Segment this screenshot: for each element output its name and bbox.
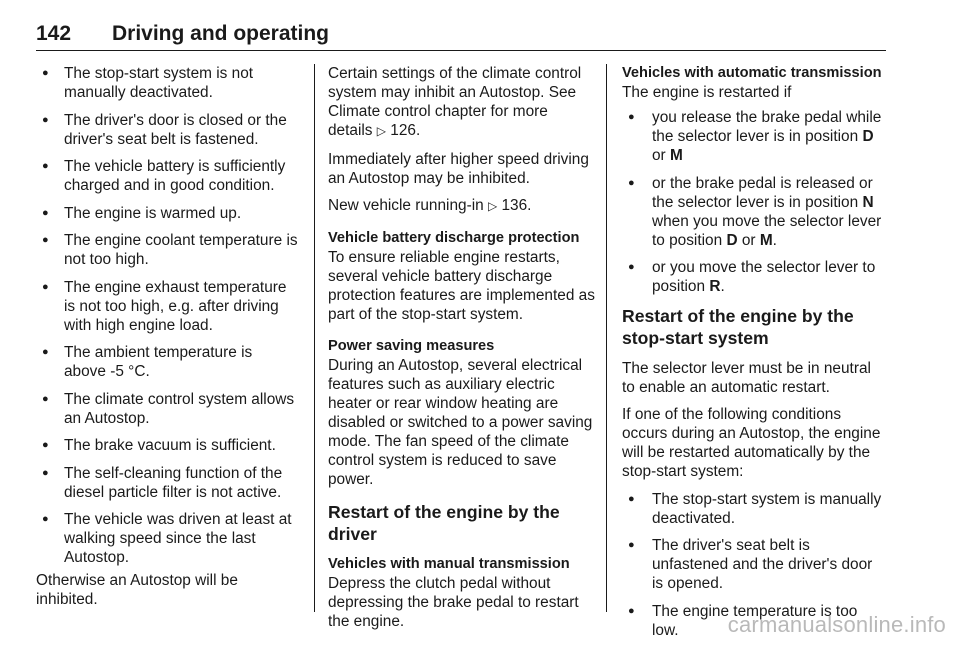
column-divider [606,64,607,612]
list-item: ● The climate control system allows an Autostop. [36,390,298,428]
paragraph: Certain settings of the climate control system may inhibit an Autostop. See Climate control chapter for more details ▷ 126. [328,65,582,139]
list-item: ● The engine exhaust temperature is not too high, e.g. after driving with high engine load. [36,278,298,335]
column-3 [622,64,886,648]
page-title: Driving and operating [112,22,330,45]
column-divider [314,64,315,612]
subheading: Power saving measures [328,338,495,354]
page-reference-link[interactable]: 136. [501,197,532,214]
list-item: ● The brake vacuum is sufficient. [36,436,298,455]
list-item: ● The driver's door is closed or the driver's seat belt is fastened. [36,111,298,149]
list-item: ● The stop-start system is manually deactivated. [622,490,886,528]
list-item: ● The vehicle battery is sufficiently charged and in good condition. [36,157,298,195]
column-1 [36,64,298,618]
list-item: ● The self-cleaning function of the diesel particle filter is not active. [36,464,298,502]
page-reference-link[interactable]: 126. [390,122,421,139]
page-header [36,10,886,50]
page-number: 142 [36,22,72,45]
paragraph: New vehicle running-in ▷ 136. [328,197,532,214]
list-item: ● or the brake pedal is released or the selector lever is in position N when you move the selector lever to position D or M. [622,174,886,250]
column-2 [328,64,596,640]
paragraph: If one of the following conditions occurs during an Autostop, the engine will be restarted automatically by the stop-start system: [622,406,881,480]
paragraph: The engine is restarted if [622,84,792,101]
closing-paragraph: Otherwise an Autostop will be inhibited. [36,572,238,608]
section-title: Restart of the engine by the stop-start system [622,305,854,348]
header-rule [36,50,886,51]
paragraph: During an Autostop, several electrical features such as auxiliary electric heater or rear window heating are disabled or switched to a power saving mode. The fan speed of the climate control system is reduced to save power. [328,357,593,488]
paragraph: Depress the clutch pedal without depressing the brake pedal to restart the engine. [328,575,579,630]
arrow-reference-icon: ▷ [487,199,498,213]
subheading: Vehicles with automatic transmission [622,65,882,81]
paragraph: To ensure reliable engine restarts, several vehicle battery discharge protection features are implemented as part of the stop-start system. [328,249,595,323]
list-item: ● The engine coolant temperature is not too high. [36,231,298,269]
paragraph: The selector lever must be in neutral to enable an automatic restart. [622,359,871,396]
list-item: ● The ambient temperature is above -5 °C. [36,343,298,381]
list-item: ● you release the brake pedal while the selector lever is in position D or M [622,108,886,165]
subheading: Vehicle battery discharge protection [328,230,580,246]
watermark: carmanualsonline.info [727,612,946,637]
arrow-reference-icon: ▷ [376,124,387,138]
list-item: ● The vehicle was driven at least at walking speed since the last Autostop. [36,510,298,567]
restart-conditions-list [622,108,886,296]
list-item: ● or you move the selector lever to position R. [622,258,886,296]
list-item: ● The engine temperature is too low. [622,602,886,640]
section-title: Restart of the engine by the driver [328,502,560,544]
list-item: ● The driver's seat belt is unfastened and the driver's door is opened. [622,536,886,593]
list-item: ● The engine is warmed up. [36,204,298,223]
conditions-list [36,64,298,567]
paragraph: Immediately after higher speed driving an Autostop may be inhibited. [328,150,589,187]
subheading: Vehicles with manual transmission [328,556,570,572]
list-item: ● The stop-start system is not manually deactivated. [36,64,298,102]
